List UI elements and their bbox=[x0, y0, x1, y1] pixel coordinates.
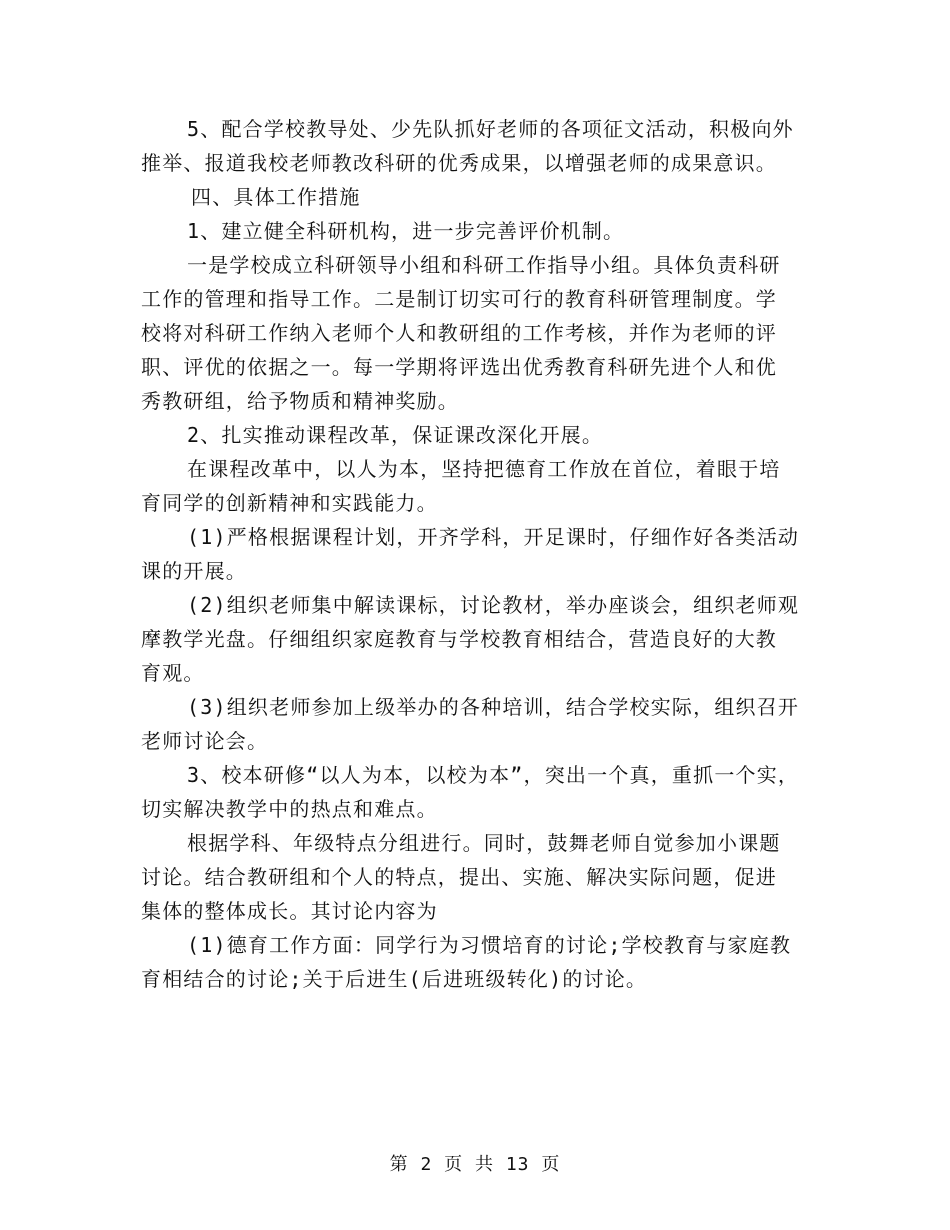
text-line: 集体的整体成长。其讨论内容为 bbox=[141, 899, 438, 923]
text-line: 一是学校成立科研领导小组和科研工作指导小组。具体负责科研 bbox=[187, 253, 781, 277]
text-line: 摩教学光盘。仔细组织家庭教育与学校教育相结合，营造良好的大教 bbox=[141, 627, 777, 651]
text-line: (1)德育工作方面：同学行为习惯培育的讨论;学校教育与家庭教 bbox=[187, 933, 792, 957]
text-line: 5、配合学校教导处、少先队抓好老师的各项征文活动，积极向外 bbox=[187, 117, 794, 141]
paragraph-sub-item-2 bbox=[141, 588, 821, 690]
text-line: 推举、报道我校老师教改科研的优秀成果，以增强老师的成果意识。 bbox=[141, 151, 777, 175]
paragraph-sub-item-3 bbox=[141, 690, 821, 758]
paragraph-collaboration bbox=[141, 112, 821, 180]
paragraph-group-research bbox=[141, 826, 821, 928]
text-line: 课的开展。 bbox=[141, 559, 247, 583]
text-line: (3)组织老师参加上级举办的各种培训，结合学校实际，组织召开 bbox=[187, 695, 800, 719]
section-heading bbox=[141, 180, 821, 214]
text-line: 秀教研组，给予物质和精神奖励。 bbox=[141, 389, 459, 413]
text-line: (2)组织老师集中解读课标，讨论教材，举办座谈会，组织老师观 bbox=[187, 593, 800, 617]
text-line: 育相结合的讨论;关于后进生(后进班级转化)的讨论。 bbox=[141, 967, 648, 991]
page-number-footer: 第 2 页 共 13 页 bbox=[389, 1154, 561, 1175]
text-line: 老师讨论会。 bbox=[141, 729, 269, 753]
text-line: 讨论。结合教研组和个人的特点，提出、实施、解决实际问题，促进 bbox=[141, 865, 777, 889]
text-line: (1)严格根据课程计划，开齐学科，开足课时，仔细作好各类活动 bbox=[187, 525, 800, 549]
text-line: 切实解决教学中的热点和难点。 bbox=[141, 797, 438, 821]
paragraph-item-1-heading bbox=[141, 214, 821, 248]
paragraph-moral-education bbox=[141, 928, 821, 996]
text-line: 根据学科、年级特点分组进行。同时，鼓舞老师自觉参加小课题 bbox=[187, 831, 781, 855]
paragraph-sub-item-1 bbox=[141, 520, 821, 588]
text-line: 1、建立健全科研机构，进一步完善评价机制。 bbox=[187, 219, 625, 243]
text-line: 2、扎实推动课程改革，保证课改深化开展。 bbox=[187, 423, 604, 447]
paragraph-item-3-heading bbox=[141, 758, 821, 826]
text-line: 育同学的创新精神和实践能力。 bbox=[141, 491, 438, 515]
text-line: 育观。 bbox=[141, 661, 205, 685]
text-line: 职、评优的依据之一。每一学期将评选出优秀教育科研先进个人和优 bbox=[141, 355, 777, 379]
paragraph-research-organization bbox=[141, 248, 821, 418]
paragraph-item-2-heading bbox=[141, 418, 821, 452]
section-heading-text: 四、具体工作措施 bbox=[191, 185, 361, 209]
text-line: 工作的管理和指导工作。二是制订切实可行的教育科研管理制度。学 bbox=[141, 287, 777, 311]
paragraph-curriculum-reform bbox=[141, 452, 821, 520]
text-line: 在课程改革中，以人为本，坚持把德育工作放在首位，着眼于培 bbox=[187, 457, 781, 481]
text-line: 3、校本研修“以人为本，以校为本”，突出一个真，重抓一个实， bbox=[187, 763, 800, 787]
document-body bbox=[141, 112, 821, 996]
text-line: 校将对科研工作纳入老师个人和教研组的工作考核，并作为老师的评 bbox=[141, 321, 777, 345]
